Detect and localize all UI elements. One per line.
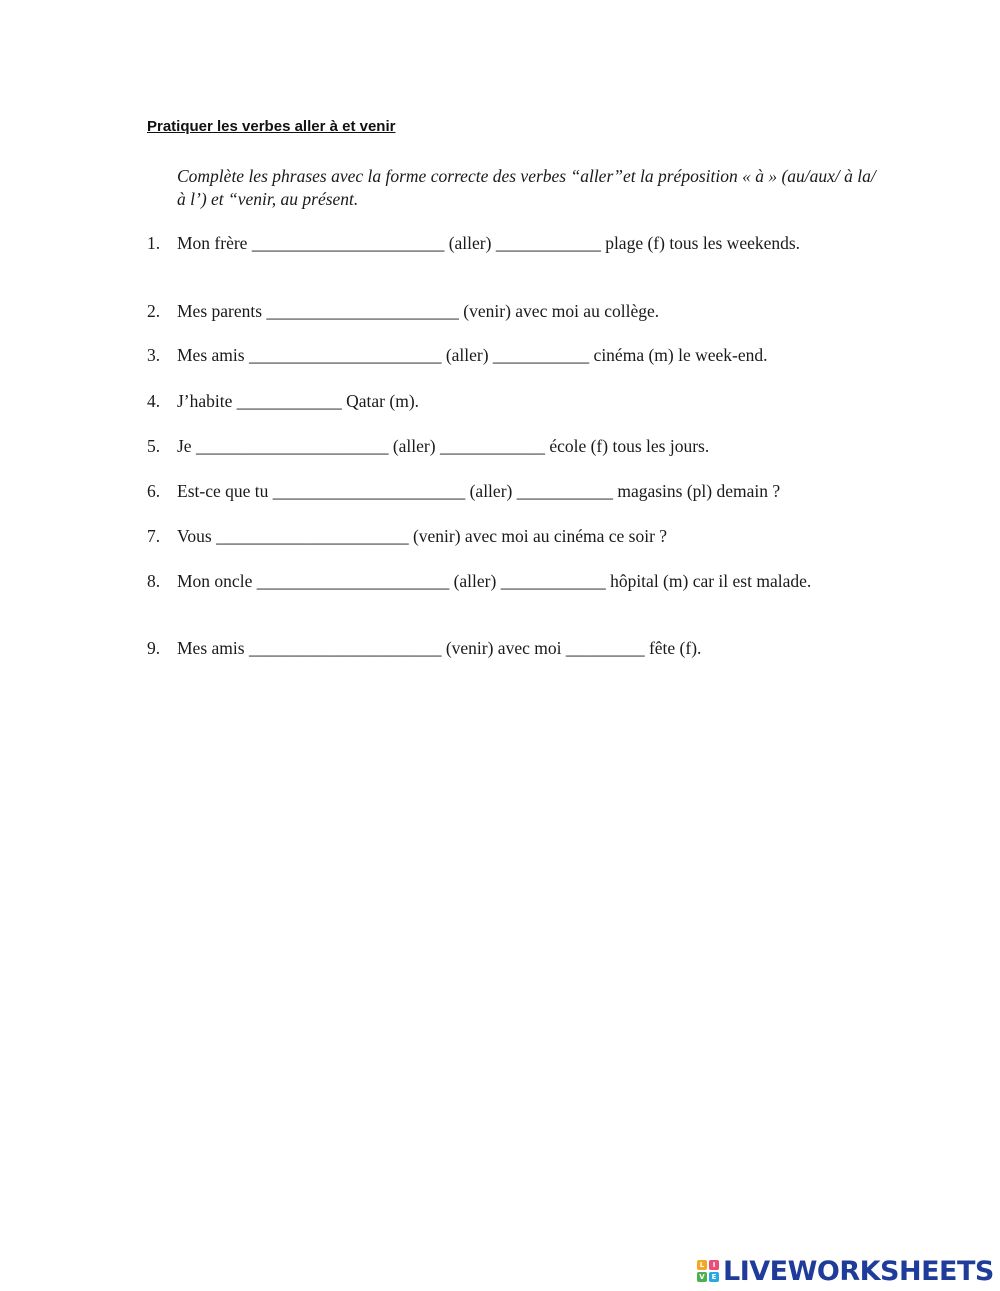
exercise-number: 5. [147, 436, 161, 456]
exercise-sentence: Vous ______________________ (venir) avec moi au cinéma ce soir ? [177, 526, 668, 546]
exercise-item [147, 344, 877, 367]
exercise-item [147, 232, 877, 255]
exercise-item [147, 435, 877, 458]
exercise-number: 9. [147, 638, 161, 658]
exercise-number: 7. [147, 526, 161, 546]
logo-block-i: I [709, 1260, 719, 1270]
exercise-item [147, 480, 877, 503]
exercise-number: 6. [147, 481, 161, 501]
logo-block-e: E [709, 1272, 719, 1282]
exercise-number: 1. [147, 233, 161, 253]
exercise-number: 2. [147, 301, 161, 321]
exercise-item [147, 637, 877, 660]
logo-block-l: L [697, 1260, 707, 1270]
exercise-sentence: Mon oncle ______________________ (aller) ____________ hôpital (m) car il est malade. [177, 571, 812, 591]
exercise-item [147, 570, 877, 593]
exercise-number: 8. [147, 571, 161, 591]
worksheet-title: Pratiquer les verbes aller à et venir [147, 118, 396, 135]
liveworksheets-logo [697, 1255, 994, 1287]
exercise-sentence: Mes amis ______________________ (venir) avec moi _________ fête (f). [177, 638, 702, 658]
exercise-sentence: Mon frère ______________________ (aller) ____________ plage (f) tous les weekends. [177, 233, 801, 253]
exercise-sentence: J’habite ____________ Qatar (m). [177, 391, 420, 411]
exercise-number: 4. [147, 391, 161, 411]
exercise-number: 3. [147, 345, 161, 365]
exercise-sentence: Mes amis ______________________ (aller) ___________ cinéma (m) le week-end. [177, 345, 768, 365]
exercise-sentence: Mes parents ______________________ (venir) avec moi au collège. [177, 301, 660, 321]
exercise-sentence: Est-ce que tu ______________________ (aller) ___________ magasins (pl) demain ? [177, 481, 781, 501]
logo-text: LIVEWORKSHEETS [723, 1255, 994, 1287]
instructions-text: Complète les phrases avec la forme correcte des verbes “aller”et la préposition « à » (au/aux/ à la/ à l’) et “venir, au présent. [177, 166, 876, 209]
exercise-item [147, 390, 877, 413]
exercise-item [147, 300, 877, 323]
exercise-sentence: Je ______________________ (aller) ____________ école (f) tous les jours. [177, 436, 710, 456]
logo-block-v: V [697, 1272, 707, 1282]
logo-blocks-icon [697, 1260, 719, 1282]
exercise-item [147, 525, 877, 548]
